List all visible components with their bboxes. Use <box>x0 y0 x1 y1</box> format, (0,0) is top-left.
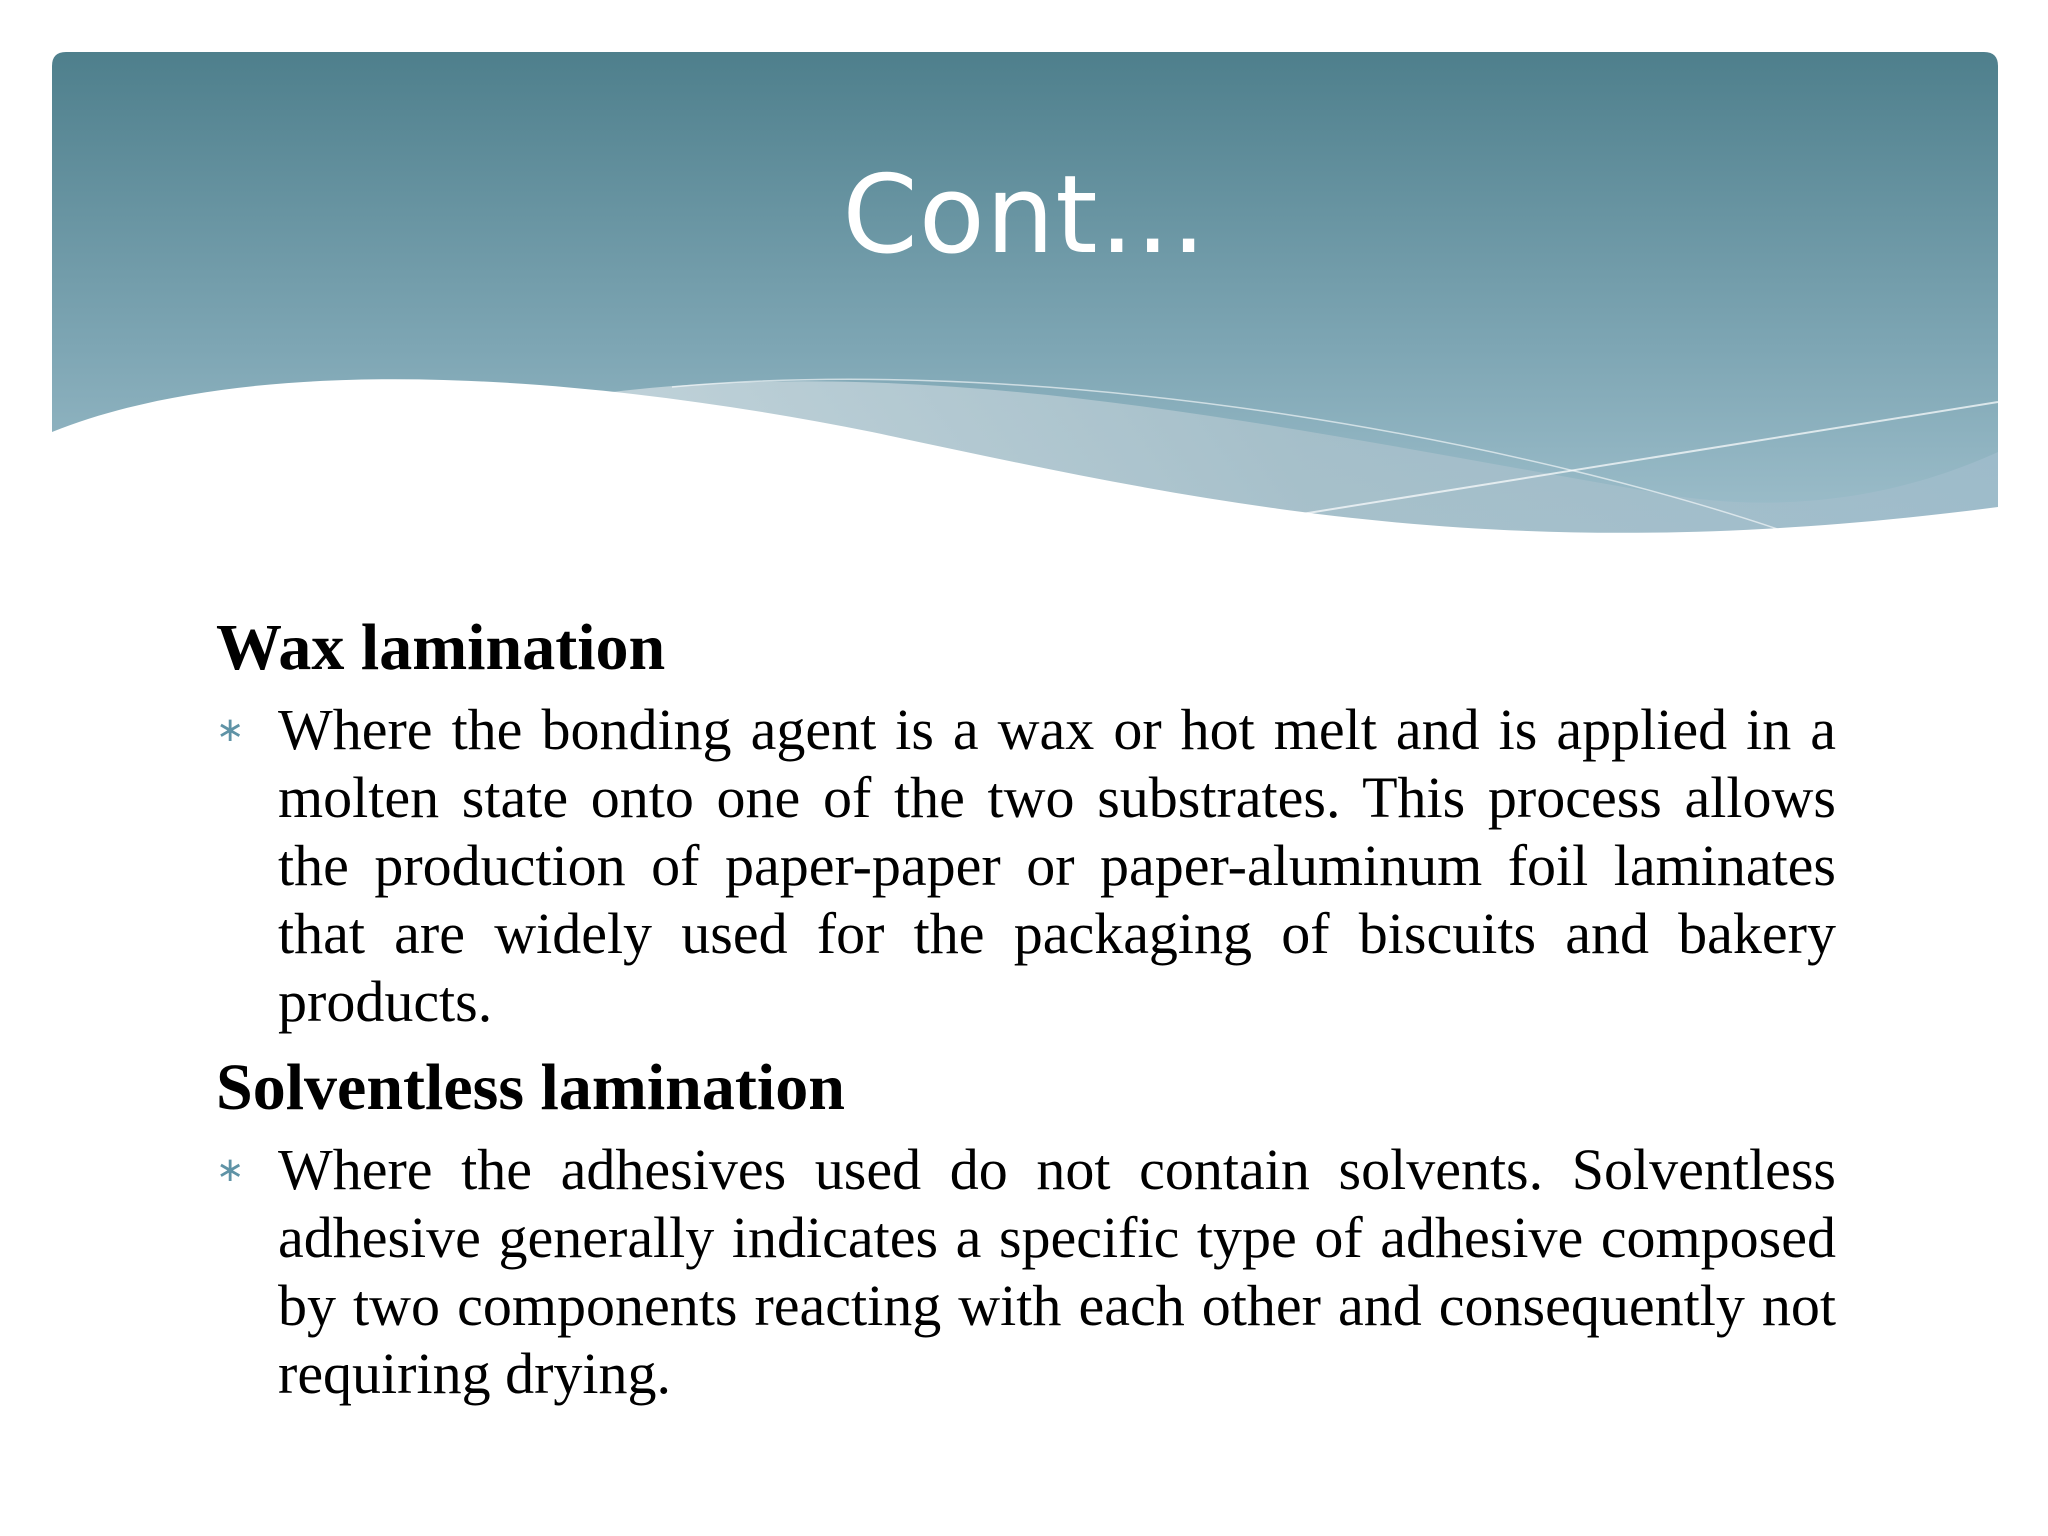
asterisk-bullet-icon: ∗ <box>216 710 245 750</box>
section-solventless-lamination <box>216 1050 1836 1408</box>
section-wax-lamination <box>216 610 1836 1036</box>
section-heading: Wax lamination <box>216 611 666 684</box>
bullet-text: Where the adhesives used do not contain solvents. Solventless adhesive generally indicates a specific type of adhesive composed by two components reacting with each other and consequently not requiring drying. <box>278 1137 1836 1406</box>
bullet-text: Where the bonding agent is a wax or hot melt and is applied in a molten state onto one of the two substrates. This process allows the production of paper-paper or paper-aluminum foil laminates that are widely used for the packaging of biscuits and bakery products. <box>278 697 1836 1034</box>
wave-banner-graphic <box>52 52 1998 592</box>
bullet-item <box>216 696 1836 1036</box>
slide-title: Cont… <box>842 153 1208 278</box>
section-heading: Solventless lamination <box>216 1051 845 1124</box>
title-banner <box>52 52 1998 592</box>
slide-content <box>216 610 1836 1422</box>
asterisk-bullet-icon: ∗ <box>216 1150 245 1190</box>
bullet-item <box>216 1136 1836 1408</box>
